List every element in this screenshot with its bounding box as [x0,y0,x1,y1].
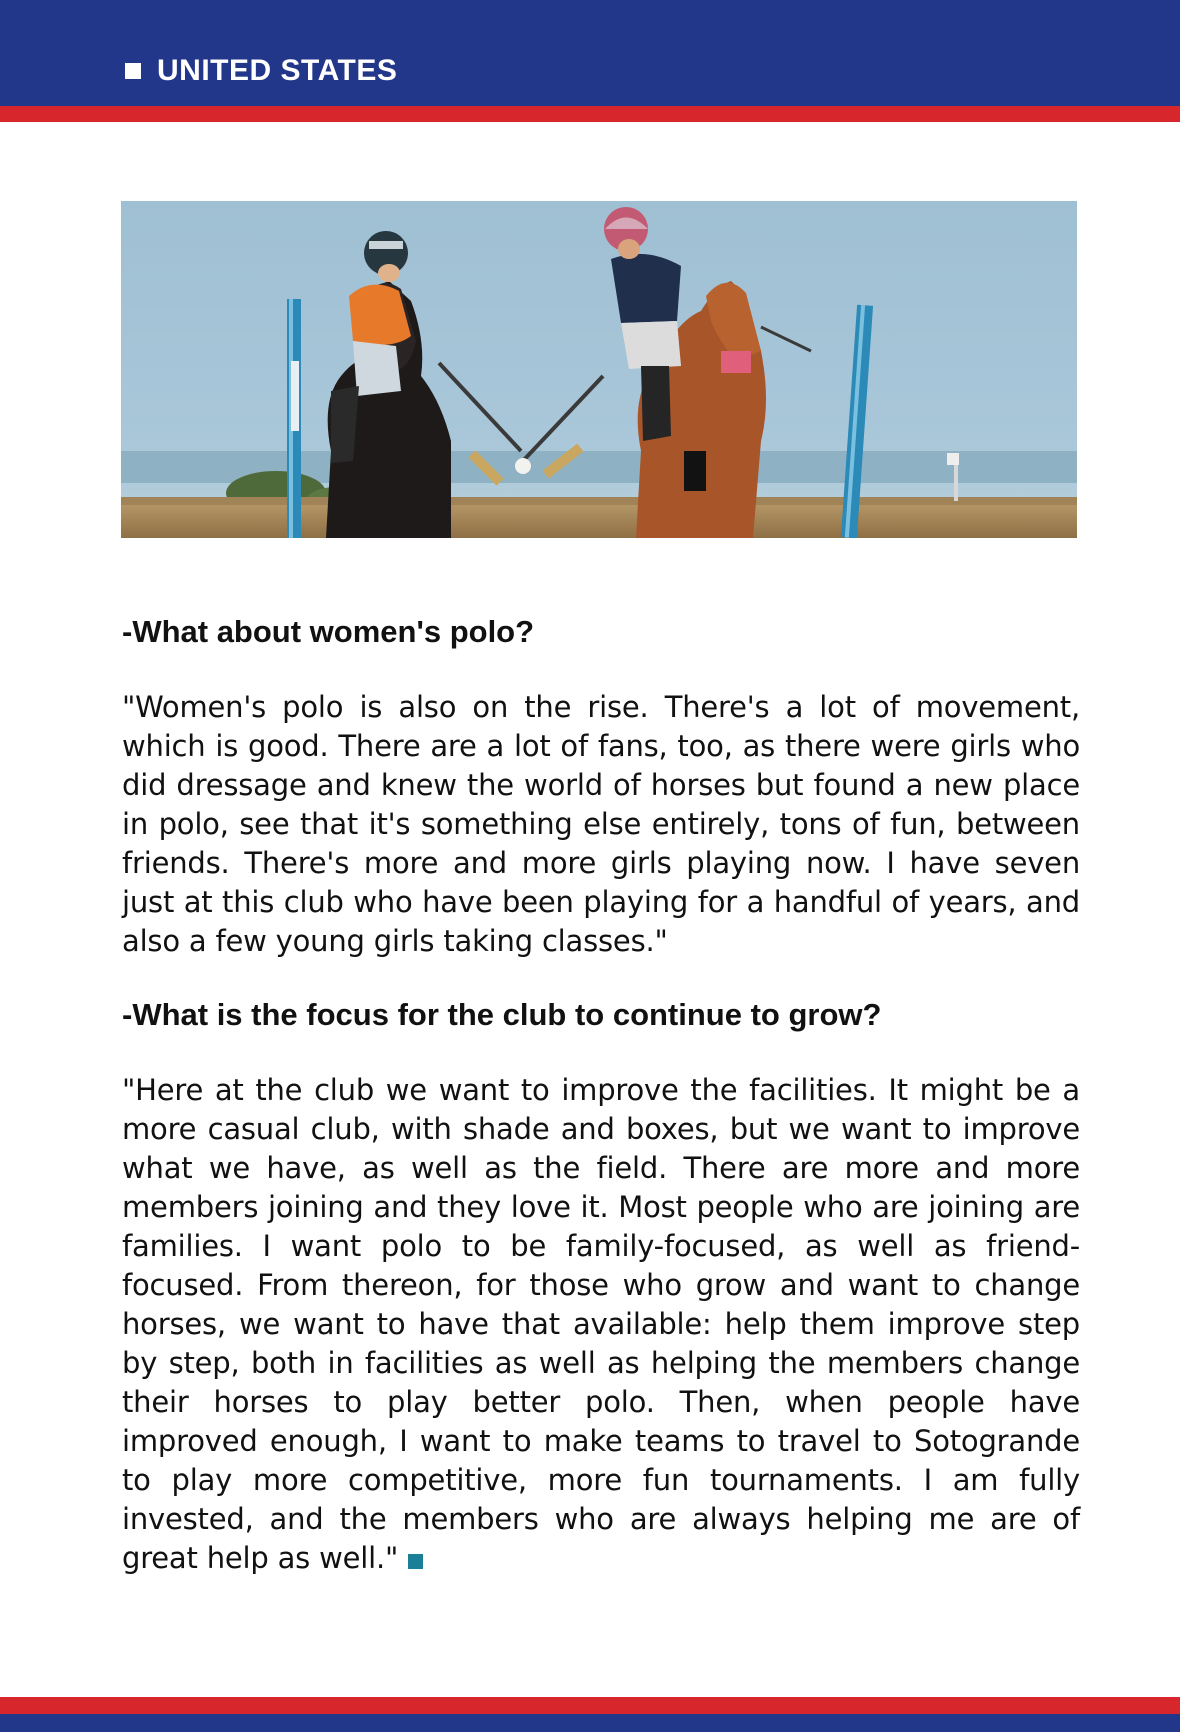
answer-paragraph: "Women's polo is also on the rise. There's a lot of movement, which is good. There are a lot of fans, too, as there were girls who did dressage and knew the world of horses but found a new place in polo, see that it's something else entirely, tons of fun, between friends. There's more and more girls playing now. I have seven just at this club who have been playing for a handful of years, and also a few young girls taking classes." [122,690,1080,958]
header-bar [0,0,1180,106]
footer-red-stripe [0,1697,1180,1714]
footer-bar [0,1714,1180,1732]
section-title: UNITED STATES [157,54,398,87]
answer-text: "Here at the club we want to improve the facilities. It might be a more casual club, with shade and boxes, but we want to improve what we have, as well as the field. There are more and more members joining and they love it. Most people who are joining are families. I want polo to be family-focused, as well as friend-focused. From thereon, for those who grow and want to change horses, we want to have that available: help them improve step by step, both in facilities as well as helping the members change their horses to play better polo. Then, when people have improved enough, I want to make teams to travel to Sotogrande to play more competitive, more fun tournaments. I am fully invested, and the members who are always helping me are of great help as well." [122,1073,1080,1575]
end-of-article-icon [408,1554,423,1569]
question-heading: -What about women's polo? [122,614,535,649]
answer-paragraph [122,1071,1080,1578]
header-square-icon [125,63,141,79]
question-heading: -What is the focus for the club to continue to grow? [122,997,882,1032]
article-body [122,612,1080,1578]
polo-photo [121,201,1077,538]
header-red-stripe [0,106,1180,122]
